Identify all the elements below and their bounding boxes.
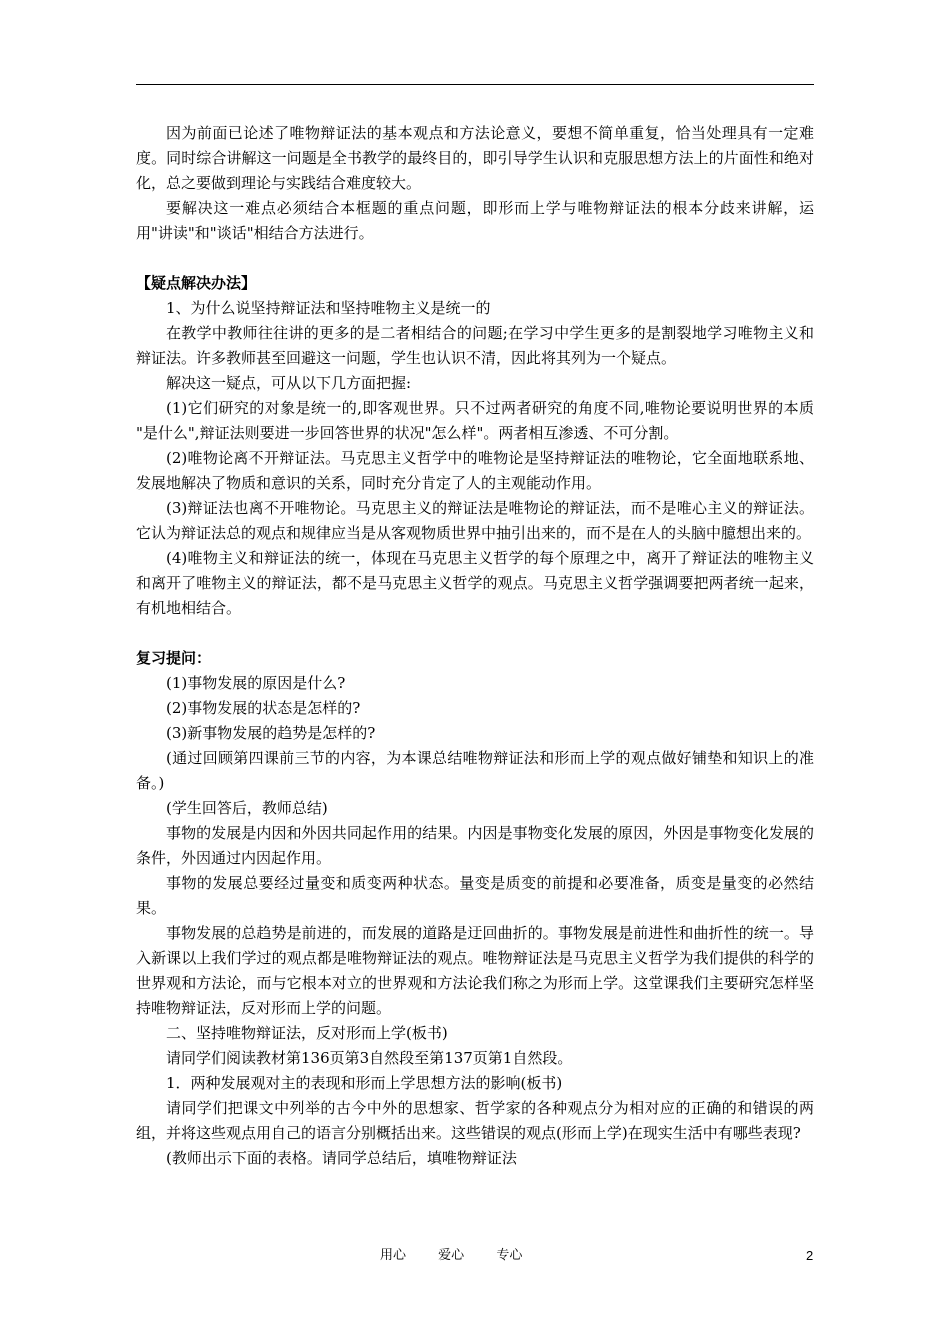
paragraph: (1)它们研究的对象是统一的,即客观世界。只不过两者研究的角度不同,唯物论要说明世界的本质 "是什么",辩证法则要进一步回答世界的状况"怎么样"。两者相互渗透、不可分割。 bbox=[136, 399, 814, 442]
paragraph: (4)唯物主义和辩证法的统一，体现在马克思主义哲学的每个原理之中，离开了辩证法的唯物主义和离开了唯物主义的辩证法，都不是马克思主义哲学的观点。马克思主义哲学强调要把两者统一起来，有机地相结合。 bbox=[136, 549, 814, 617]
paragraph: 1．两种发展观对主的表现和形而上学思想方法的影响(板书) bbox=[166, 1074, 563, 1092]
paragraph: 解决这一疑点，可从以下几方面把握: bbox=[166, 374, 412, 392]
paragraph: 请同学们把课文中列举的古今中外的思想家、哲学家的各种观点分为相对应的正确的和错误的两组，并将这些观点用自己的语言分别概括出来。这些错误的观点(形而上学)在现实生活中有哪些表现? bbox=[136, 1099, 814, 1142]
paragraph: 事物的发展是内因和外因共同起作用的结果。内因是事物变化发展的原因，外因是事物变化发展的条件，外因通过内因起作用。 bbox=[136, 824, 814, 867]
spacer bbox=[136, 246, 814, 271]
footer-motto-word: 爱心 bbox=[438, 1248, 465, 1263]
footer-motto-word: 用心 bbox=[380, 1248, 407, 1263]
paragraph: (3)辩证法也离不开唯物论。马克思主义的辩证法是唯物论的辩证法，而不是唯心主义的辩证法。它认为辩证法总的观点和规律应当是从客观物质世界中抽引出来的，而不是在人的头脑中臆想出来的。 bbox=[136, 499, 814, 542]
paragraph: (1)事物发展的原因是什么? bbox=[166, 674, 346, 692]
spacer bbox=[136, 621, 814, 646]
paragraph: 事物发展的总趋势是前进的，而发展的道路是迂回曲折的。事物发展是前进性和曲折性的统一。导入新课以上我们学过的观点都是唯物辩证法的观点。唯物辩证法是马克思主义哲学为我们提供的科学的世界观和方法论，而与它根本对立的世界观和方法论我们称之为形而上学。这堂课我们主要研究怎样坚持唯物辩证法，反对形而上学的问题。 bbox=[136, 924, 814, 1017]
paragraph: 事物的发展总要经过量变和质变两种状态。量变是质变的前提和必要准备，质变是量变的必然结果。 bbox=[136, 874, 814, 917]
paragraph: (2)事物发展的状态是怎样的? bbox=[166, 699, 361, 717]
page-number: 2 bbox=[806, 1248, 814, 1263]
section-heading: 复习提问： bbox=[136, 649, 212, 667]
paragraph: (学生回答后，教师总结) bbox=[166, 799, 328, 817]
paragraph: 要解决这一难点必须结合本框题的重点问题，即形而上学与唯物辩证法的根本分歧来讲解，运用"讲读"和"谈话"相结合方法进行。 bbox=[136, 199, 814, 242]
paragraph: (通过回顾第四课前三节的内容，为本课总结唯物辩证法和形而上学的观点做好铺垫和知识上的准备。) bbox=[136, 749, 814, 792]
paragraph: (教师出示下面的表格。请同学总结后，填唯物辩证法 bbox=[166, 1149, 517, 1167]
paragraph: (3)新事物发展的趋势是怎样的? bbox=[166, 724, 376, 742]
paragraph: 二、坚持唯物辩证法，反对形而上学(板书) bbox=[166, 1024, 448, 1042]
section-heading: 【疑点解决办法】 bbox=[136, 274, 257, 292]
paragraph: 请同学们阅读教材第136页第3自然段至第137页第1自然段。 bbox=[166, 1049, 573, 1067]
paragraph: 因为前面已论述了唯物辩证法的基本观点和方法论意义，要想不简单重复，恰当处理具有一定难度。同时综合讲解这一问题是全书教学的最终目的，即引导学生认识和克服思想方法上的片面性和绝对化，总之要做到理论与实践结合难度较大。 bbox=[136, 124, 814, 192]
header-rule bbox=[136, 84, 814, 85]
paragraph: 1、为什么说坚持辩证法和坚持唯物主义是统一的 bbox=[166, 299, 491, 317]
document-body bbox=[136, 121, 814, 1171]
footer-motto-word: 专心 bbox=[496, 1248, 523, 1263]
paragraph: 在教学中教师往往讲的更多的是二者相结合的问题;在学习中学生更多的是割裂地学习唯物主义和辩证法。许多教师甚至回避这一问题，学生也认识不清，因此将其列为一个疑点。 bbox=[136, 324, 814, 367]
footer-motto bbox=[380, 1246, 580, 1266]
paragraph: (2)唯物论离不开辩证法。马克思主义哲学中的唯物论是坚持辩证法的唯物论，它全面地联系地、发展地解决了物质和意识的关系，同时充分肯定了人的主观能动作用。 bbox=[136, 449, 814, 492]
